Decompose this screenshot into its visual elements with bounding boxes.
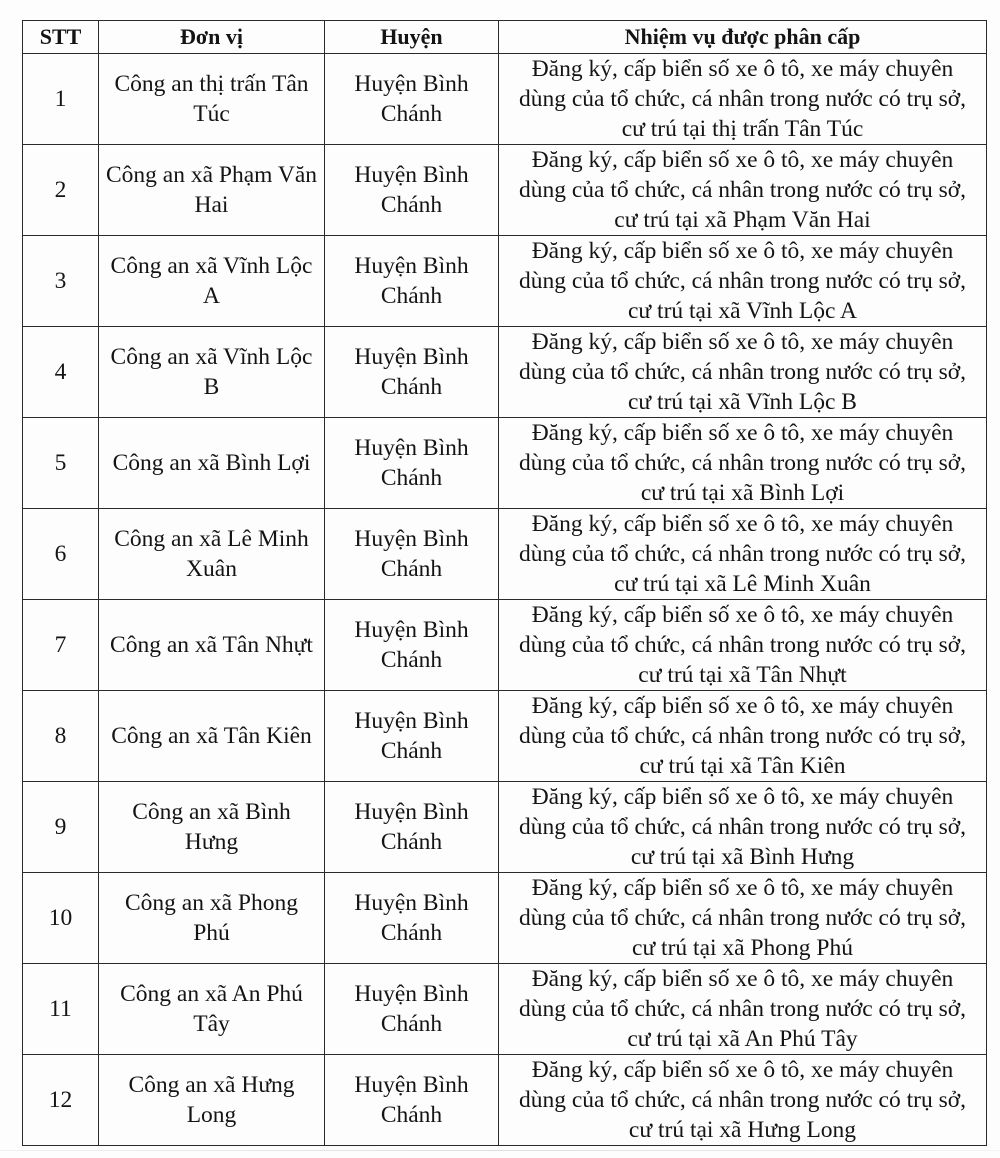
- cell-stt: 4: [23, 327, 99, 418]
- cell-district: Huyện Bình Chánh: [325, 964, 499, 1055]
- cell-task: Đăng ký, cấp biển số xe ô tô, xe máy chuyên dùng của tổ chức, cá nhân trong nước có trụ sở, cư trú tại xã Hưng Long: [499, 1055, 987, 1146]
- cell-unit: Công an xã Tân Nhựt: [99, 600, 325, 691]
- cell-stt: 10: [23, 873, 99, 964]
- header-row: [23, 21, 987, 54]
- table-row: [23, 54, 987, 145]
- cell-task: Đăng ký, cấp biển số xe ô tô, xe máy chuyên dùng của tổ chức, cá nhân trong nước có trụ sở, cư trú tại xã Phong Phú: [499, 873, 987, 964]
- table-row: [23, 509, 987, 600]
- cell-district: Huyện Bình Chánh: [325, 509, 499, 600]
- table-row: [23, 327, 987, 418]
- table-row: [23, 236, 987, 327]
- cell-task: Đăng ký, cấp biển số xe ô tô, xe máy chuyên dùng của tổ chức, cá nhân trong nước có trụ sở, cư trú tại xã Bình Hưng: [499, 782, 987, 873]
- table-row: [23, 418, 987, 509]
- header-district: Huyện: [325, 21, 499, 54]
- table-row: [23, 873, 987, 964]
- table-row: [23, 1055, 987, 1146]
- cell-stt: 7: [23, 600, 99, 691]
- header-unit: Đơn vị: [99, 21, 325, 54]
- cell-district: Huyện Bình Chánh: [325, 1055, 499, 1146]
- cell-unit: Công an xã Bình Hưng: [99, 782, 325, 873]
- table-body: [23, 54, 987, 1146]
- cell-stt: 1: [23, 54, 99, 145]
- cell-unit: Công an xã Tân Kiên: [99, 691, 325, 782]
- header-stt: STT: [23, 21, 99, 54]
- cell-stt: 5: [23, 418, 99, 509]
- cell-district: Huyện Bình Chánh: [325, 600, 499, 691]
- cell-task: Đăng ký, cấp biển số xe ô tô, xe máy chuyên dùng của tổ chức, cá nhân trong nước có trụ sở, cư trú tại thị trấn Tân Túc: [499, 54, 987, 145]
- cell-task: Đăng ký, cấp biển số xe ô tô, xe máy chuyên dùng của tổ chức, cá nhân trong nước có trụ sở, cư trú tại xã Vĩnh Lộc B: [499, 327, 987, 418]
- scan-artifact-line: [0, 1150, 1000, 1151]
- cell-unit: Công an xã Phạm Văn Hai: [99, 145, 325, 236]
- cell-task: Đăng ký, cấp biển số xe ô tô, xe máy chuyên dùng của tổ chức, cá nhân trong nước có trụ sở, cư trú tại xã Tân Nhựt: [499, 600, 987, 691]
- cell-stt: 12: [23, 1055, 99, 1146]
- cell-unit: Công an xã Lê Minh Xuân: [99, 509, 325, 600]
- cell-unit: Công an xã An Phú Tây: [99, 964, 325, 1055]
- table-row: [23, 964, 987, 1055]
- cell-task: Đăng ký, cấp biển số xe ô tô, xe máy chuyên dùng của tổ chức, cá nhân trong nước có trụ sở, cư trú tại xã Bình Lợi: [499, 418, 987, 509]
- table-row: [23, 600, 987, 691]
- cell-district: Huyện Bình Chánh: [325, 54, 499, 145]
- cell-task: Đăng ký, cấp biển số xe ô tô, xe máy chuyên dùng của tổ chức, cá nhân trong nước có trụ sở, cư trú tại xã Vĩnh Lộc A: [499, 236, 987, 327]
- cell-district: Huyện Bình Chánh: [325, 873, 499, 964]
- cell-task: Đăng ký, cấp biển số xe ô tô, xe máy chuyên dùng của tổ chức, cá nhân trong nước có trụ sở, cư trú tại xã An Phú Tây: [499, 964, 987, 1055]
- cell-stt: 11: [23, 964, 99, 1055]
- table-row: [23, 691, 987, 782]
- cell-stt: 6: [23, 509, 99, 600]
- cell-district: Huyện Bình Chánh: [325, 418, 499, 509]
- cell-district: Huyện Bình Chánh: [325, 145, 499, 236]
- cell-task: Đăng ký, cấp biển số xe ô tô, xe máy chuyên dùng của tổ chức, cá nhân trong nước có trụ sở, cư trú tại xã Phạm Văn Hai: [499, 145, 987, 236]
- cell-unit: Công an xã Phong Phú: [99, 873, 325, 964]
- cell-stt: 8: [23, 691, 99, 782]
- cell-task: Đăng ký, cấp biển số xe ô tô, xe máy chuyên dùng của tổ chức, cá nhân trong nước có trụ sở, cư trú tại xã Lê Minh Xuân: [499, 509, 987, 600]
- cell-task: Đăng ký, cấp biển số xe ô tô, xe máy chuyên dùng của tổ chức, cá nhân trong nước có trụ sở, cư trú tại xã Tân Kiên: [499, 691, 987, 782]
- table-header: [23, 21, 987, 54]
- cell-district: Huyện Bình Chánh: [325, 236, 499, 327]
- assignment-table: [22, 20, 987, 1146]
- cell-stt: 2: [23, 145, 99, 236]
- cell-unit: Công an xã Bình Lợi: [99, 418, 325, 509]
- cell-district: Huyện Bình Chánh: [325, 691, 499, 782]
- cell-unit: Công an xã Vĩnh Lộc A: [99, 236, 325, 327]
- cell-unit: Công an xã Vĩnh Lộc B: [99, 327, 325, 418]
- cell-district: Huyện Bình Chánh: [325, 782, 499, 873]
- cell-district: Huyện Bình Chánh: [325, 327, 499, 418]
- cell-unit: Công an thị trấn Tân Túc: [99, 54, 325, 145]
- table-row: [23, 145, 987, 236]
- cell-stt: 9: [23, 782, 99, 873]
- cell-stt: 3: [23, 236, 99, 327]
- table-row: [23, 782, 987, 873]
- cell-unit: Công an xã Hưng Long: [99, 1055, 325, 1146]
- header-task: Nhiệm vụ được phân cấp: [499, 21, 987, 54]
